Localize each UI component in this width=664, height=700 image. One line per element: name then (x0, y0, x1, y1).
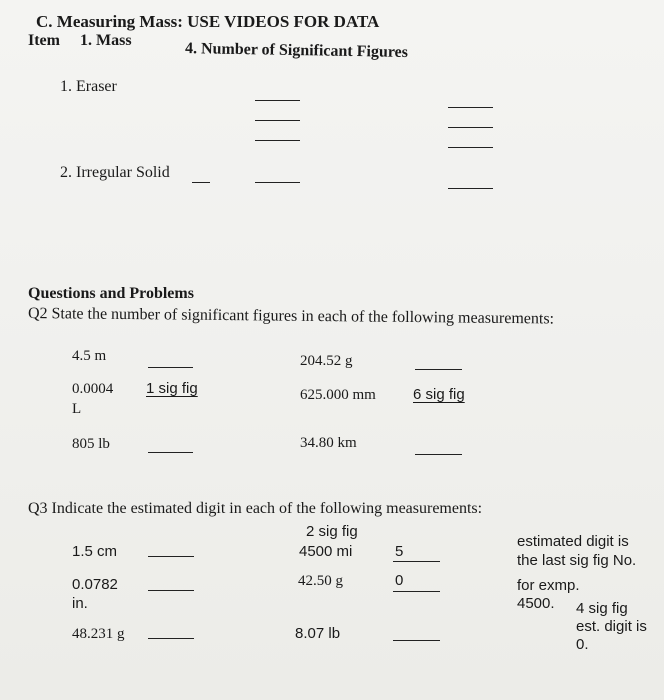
q2-answer-blank[interactable] (415, 369, 462, 370)
side-note-line: estimated digit is (517, 533, 629, 550)
column-mass-header: 1. Mass (80, 32, 132, 49)
q3-handwritten-note: 2 sig fig (306, 523, 358, 540)
mass-blank[interactable] (255, 182, 300, 183)
q2-measurement: 4.5 m (72, 348, 107, 364)
side-note-line: 4500. (517, 595, 555, 612)
q2-answer-filled: 1 sig fig (146, 380, 198, 397)
q2-answer-blank[interactable] (148, 452, 193, 453)
q3-answer-line[interactable] (393, 591, 440, 592)
q2-prompt (28, 305, 554, 329)
mass-blank[interactable] (255, 140, 300, 141)
q3-measurement-unit: in. (72, 595, 88, 612)
column-sigfig-header: 4. Number of Significant Figures (184, 40, 409, 61)
q2-prompt-text: Q2 State the number of significant figures in each of the following measurements: (27, 305, 555, 328)
section-c-title: C. Measuring Mass: USE VIDEOS FOR DATA (36, 12, 380, 31)
q2-measurement: 204.52 g (300, 353, 353, 369)
q2-answer-blank[interactable] (415, 454, 462, 455)
item-irregular-solid-label: 2. Irregular Solid (60, 164, 170, 181)
q3-measurement: 48.231 g (72, 626, 125, 642)
side-note-line: 4 sig fig (576, 600, 628, 617)
q3-answer-filled: 5 (395, 543, 404, 560)
q2-measurement: 625.000 mm (300, 387, 376, 403)
q3-answer-blank[interactable] (148, 638, 194, 639)
side-note-line: est. digit is (576, 618, 647, 635)
mass-blank[interactable] (255, 120, 300, 121)
q2-measurement: 0.0004 (72, 381, 114, 397)
q2-measurement: 805 lb (72, 436, 110, 452)
q3-answer-line[interactable] (393, 561, 440, 562)
q3-answer-blank[interactable] (148, 556, 194, 557)
q2-measurement: 34.80 km (300, 435, 357, 451)
item-blank[interactable] (192, 182, 210, 183)
q3-prompt: Q3 Indicate the estimated digit in each of the following measurements: (28, 500, 483, 517)
q3-answer-blank[interactable] (393, 640, 440, 641)
column-item-header: Item (28, 32, 60, 49)
q3-measurement: 1.5 cm (72, 543, 118, 560)
sigfig-blank[interactable] (448, 188, 493, 189)
sigfig-blank[interactable] (448, 107, 493, 108)
side-note-line: for exmp. (517, 577, 580, 594)
q3-measurement: 4500 mi (299, 543, 353, 560)
q3-measurement: 0.0782 (72, 576, 118, 593)
q2-answer-filled: 6 sig fig (413, 386, 465, 403)
side-note-line: the last sig fig No. (517, 552, 637, 569)
q2-measurement-unit: L (72, 401, 82, 417)
q3-measurement: 8.07 lb (295, 625, 341, 642)
q3-measurement: 42.50 g (298, 573, 343, 589)
q3-answer-filled: 0 (395, 572, 404, 589)
questions-heading: Questions and Problems (28, 285, 194, 302)
side-note-line: 0. (576, 636, 589, 653)
q3-answer-blank[interactable] (148, 590, 194, 591)
mass-blank[interactable] (255, 100, 300, 101)
item-eraser-label: 1. Eraser (60, 78, 117, 95)
q2-answer-blank[interactable] (148, 367, 193, 368)
sigfig-blank[interactable] (448, 147, 493, 148)
sigfig-blank[interactable] (448, 127, 493, 128)
